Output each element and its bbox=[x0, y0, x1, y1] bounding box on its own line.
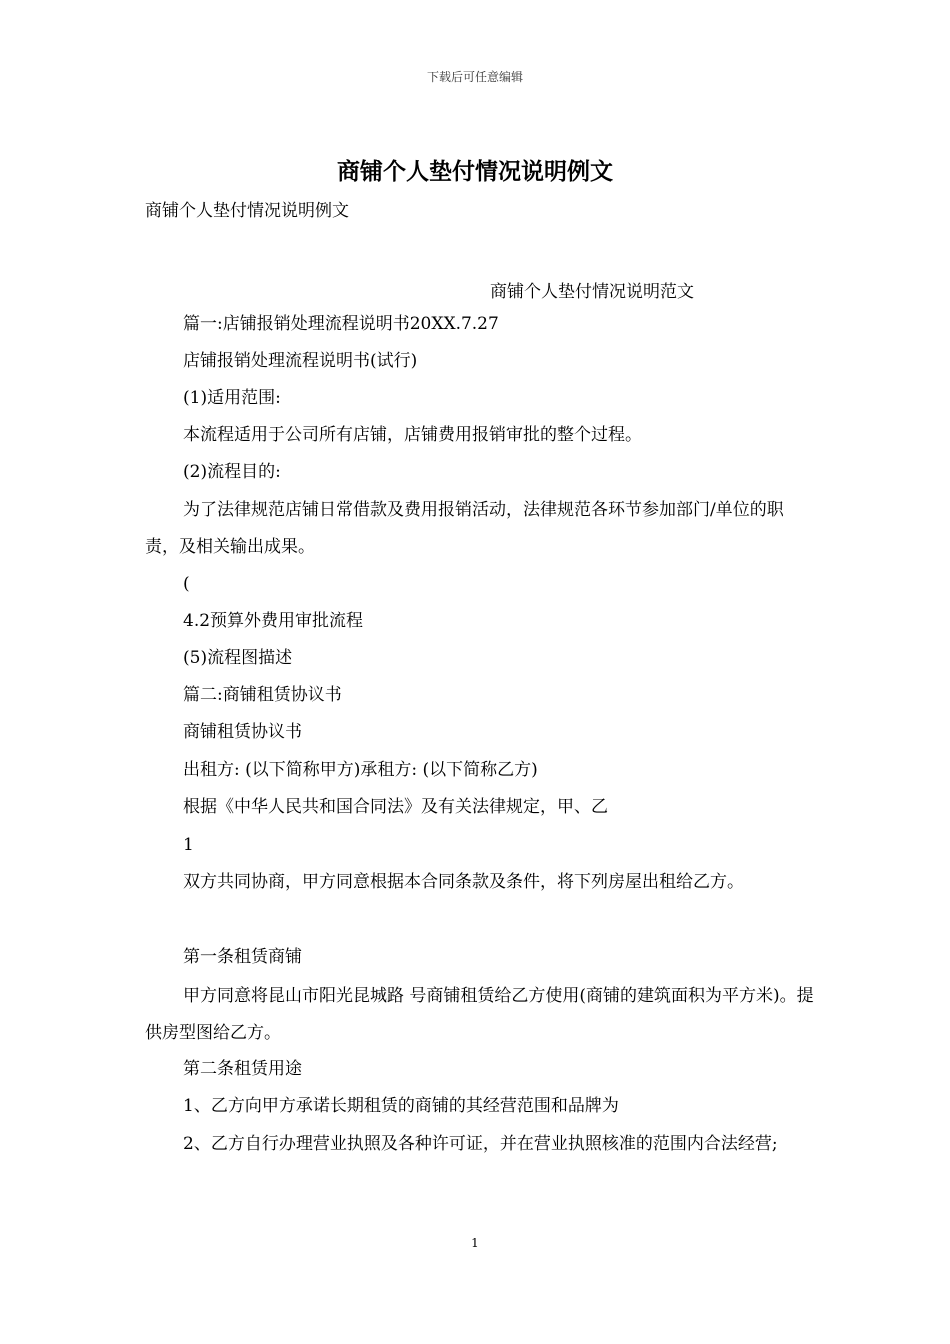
paragraph: (1)适用范围: bbox=[183, 388, 281, 408]
paragraph: 篇一:店铺报销处理流程说明书20XX.7.27 bbox=[183, 314, 499, 334]
paragraph: 1 bbox=[183, 835, 194, 855]
paragraph: 第一条租赁商铺 bbox=[183, 947, 302, 967]
page-number: 1 bbox=[471, 1236, 479, 1250]
paragraph: (2)流程目的: bbox=[183, 462, 281, 482]
section-heading: 商铺个人垫付情况说明范文 bbox=[490, 282, 694, 302]
header-note: 下载后可任意编辑 bbox=[426, 70, 523, 84]
paragraph: 出租方: (以下简称甲方)承租方: (以下简称乙方) bbox=[183, 760, 538, 780]
paragraph: 商铺租赁协议书 bbox=[183, 722, 302, 742]
paragraph: ( bbox=[183, 574, 190, 594]
paragraph: (5)流程图描述 bbox=[183, 648, 293, 668]
paragraph: 甲方同意将昆山市阳光昆城路 号商铺租赁给乙方使用(商铺的建筑面积为平方米)。提供房型图给乙方。 bbox=[145, 986, 814, 1043]
paragraph: 本流程适用于公司所有店铺，店铺费用报销审批的整个过程。 bbox=[183, 425, 642, 445]
paragraph: 篇二:商铺租赁协议书 bbox=[183, 685, 342, 705]
paragraph: 第二条租赁用途 bbox=[183, 1059, 302, 1079]
paragraph: 为了法律规范店铺日常借款及费用报销活动，法律规范各环节参加部门/单位的职责，及相关输出成果。 bbox=[145, 500, 784, 557]
paragraph: 4.2预算外费用审批流程 bbox=[183, 611, 364, 631]
paragraph: 店铺报销处理流程说明书(试行) bbox=[183, 351, 418, 371]
paragraph: 根据《中华人民共和国合同法》及有关法律规定，甲、乙 bbox=[183, 797, 608, 817]
paragraph: 2、乙方自行办理营业执照及各种许可证，并在营业执照核准的范围内合法经营; bbox=[183, 1134, 778, 1154]
paragraph: 1、乙方向甲方承诺长期租赁的商铺的其经营范围和品牌为 bbox=[183, 1096, 619, 1116]
document-title: 商铺个人垫付情况说明例文 bbox=[337, 158, 613, 185]
subtitle: 商铺个人垫付情况说明例文 bbox=[145, 201, 349, 221]
paragraph: 双方共同协商，甲方同意根据本合同条款及条件，将下列房屋出租给乙方。 bbox=[183, 872, 744, 892]
